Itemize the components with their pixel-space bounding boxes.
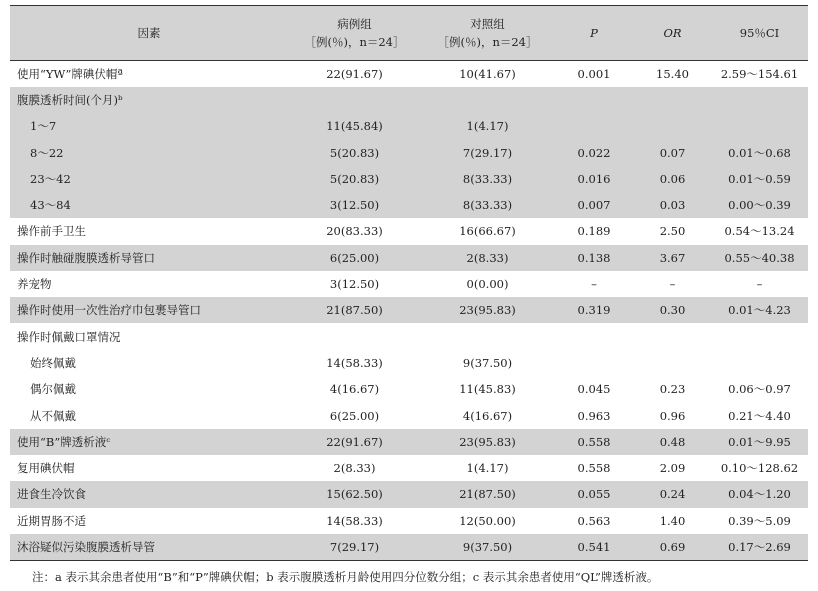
control-group-value: 7(29.17)	[462, 145, 513, 160]
ci-value: 0.01～9.95	[728, 434, 791, 449]
or-value: 3.67	[659, 250, 686, 265]
or-value: 2.09	[659, 461, 686, 476]
table-row	[10, 139, 808, 165]
row-factor-label: 23～42	[30, 171, 71, 186]
or-value: 0.24	[659, 487, 686, 502]
header-row	[10, 6, 808, 61]
header-p: P	[554, 6, 634, 61]
table-row	[10, 61, 808, 87]
table-body	[10, 61, 808, 561]
or-value: 0.30	[659, 303, 686, 318]
ci-value: 0.55～40.38	[724, 250, 795, 265]
case-group-value: 5(20.83)	[329, 145, 380, 160]
or-value: 0.07	[659, 145, 686, 160]
header-control-group	[421, 6, 554, 61]
table-row	[10, 87, 808, 113]
control-group-value: 12(50.00)	[459, 513, 516, 528]
header-case-line2: ［例(％)，n＝24］	[304, 35, 405, 49]
ci-value: 0.54～13.24	[724, 224, 795, 239]
p-value: 0.558	[577, 434, 611, 449]
case-group-value: 15(62.50)	[326, 487, 383, 502]
or-value	[634, 350, 711, 376]
or-value: 0.03	[659, 198, 686, 213]
control-group-value: 4(16.67)	[462, 408, 513, 423]
p-value: 0.001	[577, 66, 611, 81]
row-factor-label: 始终佩戴	[30, 355, 76, 370]
p-value	[554, 87, 634, 113]
or-value	[634, 113, 711, 139]
header-or: OR	[634, 6, 711, 61]
row-factor-label: 1～7	[30, 119, 57, 134]
case-group-value: 11(45.84)	[326, 119, 383, 134]
control-group-value: 8(33.33)	[462, 198, 513, 213]
ci-value	[711, 323, 808, 349]
control-group-value: 1(4.17)	[466, 119, 509, 134]
row-factor-label: 8～22	[30, 145, 64, 160]
p-value: 0.189	[577, 224, 611, 239]
case-group-value: 3(12.50)	[329, 198, 380, 213]
table-row	[10, 508, 808, 534]
row-factor-label: 操作时佩戴口罩情况	[17, 329, 121, 344]
p-value: –	[591, 277, 597, 292]
table-footnote: 注：a 表示其余患者使用“B”和“P”牌碘伏帽；b 表示腹膜透析月龄使用四分位数分组；c 表示其余患者使用“QL”牌透析液。	[32, 570, 659, 584]
table-row	[10, 455, 808, 481]
control-group-value: 1(4.17)	[466, 461, 509, 476]
or-value: –	[669, 277, 676, 292]
p-value: 0.045	[577, 382, 611, 397]
or-value: 0.23	[659, 382, 686, 397]
table-row	[10, 113, 808, 139]
p-value	[554, 350, 634, 376]
control-group-value: 16(66.67)	[459, 224, 516, 239]
or-value: 0.48	[659, 434, 686, 449]
case-group-value: 14(58.33)	[326, 513, 383, 528]
p-value: 0.319	[577, 303, 611, 318]
table-row	[10, 297, 808, 323]
case-group-value: 21(87.50)	[326, 303, 383, 318]
ci-value: 0.01～4.23	[728, 303, 791, 318]
row-factor-label: 偶尔佩戴	[30, 382, 76, 397]
table-row	[10, 218, 808, 244]
ci-value	[711, 87, 808, 113]
table-row	[10, 350, 808, 376]
case-group-value	[288, 323, 421, 349]
ci-value	[711, 113, 808, 139]
ci-value: 0.01～0.59	[728, 171, 791, 186]
p-value: 0.963	[577, 408, 611, 423]
or-value: 0.96	[659, 408, 686, 423]
row-factor-label: 操作前手卫生	[17, 224, 86, 239]
case-group-value: 2(8.33)	[333, 461, 376, 476]
case-group-value	[288, 87, 421, 113]
table-row	[10, 481, 808, 507]
or-value: 0.06	[659, 171, 686, 186]
p-value: 0.016	[577, 171, 611, 186]
case-group-value: 4(16.67)	[329, 382, 380, 397]
case-group-value: 22(91.67)	[326, 434, 383, 449]
p-value	[554, 323, 634, 349]
or-value	[634, 87, 711, 113]
p-value: 0.055	[577, 487, 611, 502]
table-row	[10, 271, 808, 297]
or-value: 15.40	[656, 66, 689, 81]
or-value: 2.50	[659, 224, 686, 239]
table-row	[10, 166, 808, 192]
case-group-value: 6(25.00)	[329, 408, 380, 423]
case-group-value: 6(25.00)	[329, 250, 380, 265]
or-value: 1.40	[659, 513, 686, 528]
row-factor-label: 43～84	[30, 198, 71, 213]
ci-value: 0.06～0.97	[728, 382, 791, 397]
table-row	[10, 534, 808, 560]
case-group-value: 7(29.17)	[288, 534, 421, 560]
row-factor-label: 近期胃肠不适	[17, 513, 86, 528]
table-row	[10, 245, 808, 271]
ci-value: 0.00～0.39	[728, 198, 791, 213]
ci-value: –	[756, 277, 763, 292]
control-group-value: 2(8.33)	[466, 250, 509, 265]
row-factor-label: 使用“B”牌透析液ᶜ	[17, 434, 111, 449]
row-factor-label: 从不佩戴	[30, 408, 76, 423]
row-factor-label: 进食生冷饮食	[17, 487, 86, 502]
p-value: 0.007	[577, 198, 611, 213]
ci-value: 0.04～1.20	[728, 487, 791, 502]
header-ci: 95％CI	[711, 6, 808, 61]
header-case-group	[288, 6, 421, 61]
control-group-value: 21(87.50)	[459, 487, 516, 502]
control-group-value: 10(41.67)	[459, 66, 516, 81]
or-value: 0.69	[634, 534, 711, 560]
case-group-value: 3(12.50)	[329, 277, 380, 292]
table-row	[10, 323, 808, 349]
ci-value: 0.21～4.40	[728, 408, 791, 423]
row-factor-label: 养宠物	[17, 277, 52, 292]
control-group-value: 11(45.83)	[459, 382, 516, 397]
p-value	[554, 113, 634, 139]
header-control-line1: 对照组	[470, 17, 505, 31]
ci-value: 0.01～0.68	[728, 145, 791, 160]
control-group-value: 0(0.00)	[466, 277, 509, 292]
row-factor-label: 腹膜透析时间(个月)ᵇ	[17, 92, 123, 107]
case-group-value: 20(83.33)	[326, 224, 383, 239]
ci-value: 2.59～154.61	[720, 66, 799, 81]
header-case-line1: 病例组	[337, 17, 372, 31]
row-factor-label: 操作时使用一次性治疗巾包裹导管口	[17, 303, 201, 318]
case-group-value: 5(20.83)	[329, 171, 380, 186]
row-factor-label: 沐浴疑似污染腹膜透析导管	[10, 534, 288, 560]
control-group-value: 23(95.83)	[459, 434, 516, 449]
control-group-value: 9(37.50)	[421, 534, 554, 560]
control-group-value: 8(33.33)	[462, 171, 513, 186]
control-group-value: 9(37.50)	[462, 355, 513, 370]
header-factor: 因素	[10, 6, 288, 61]
table-row	[10, 376, 808, 402]
case-group-value: 14(58.33)	[326, 355, 383, 370]
control-group-value	[421, 323, 554, 349]
p-value: 0.022	[577, 145, 611, 160]
ci-value: 0.39～5.09	[728, 513, 791, 528]
p-value: 0.138	[577, 250, 611, 265]
p-value: 0.541	[554, 534, 634, 560]
ci-value: 0.17～2.69	[711, 534, 808, 560]
header-control-line2: ［例(％)，n＝24］	[437, 35, 538, 49]
ci-value: 0.10～128.62	[720, 461, 799, 476]
row-factor-label: 操作时触碰腹膜透析导管口	[17, 250, 155, 265]
case-group-value: 22(91.67)	[326, 66, 383, 81]
or-value	[634, 323, 711, 349]
control-group-value	[421, 87, 554, 113]
p-value: 0.563	[577, 513, 611, 528]
table-row	[10, 429, 808, 455]
p-value: 0.558	[577, 461, 611, 476]
row-factor-label: 使用“YW”牌碘伏帽ª	[17, 66, 123, 81]
ci-value	[711, 350, 808, 376]
control-group-value: 23(95.83)	[459, 303, 516, 318]
row-factor-label: 复用碘伏帽	[17, 461, 75, 476]
table-row	[10, 192, 808, 218]
risk-factor-table	[10, 5, 808, 561]
table-row	[10, 402, 808, 428]
